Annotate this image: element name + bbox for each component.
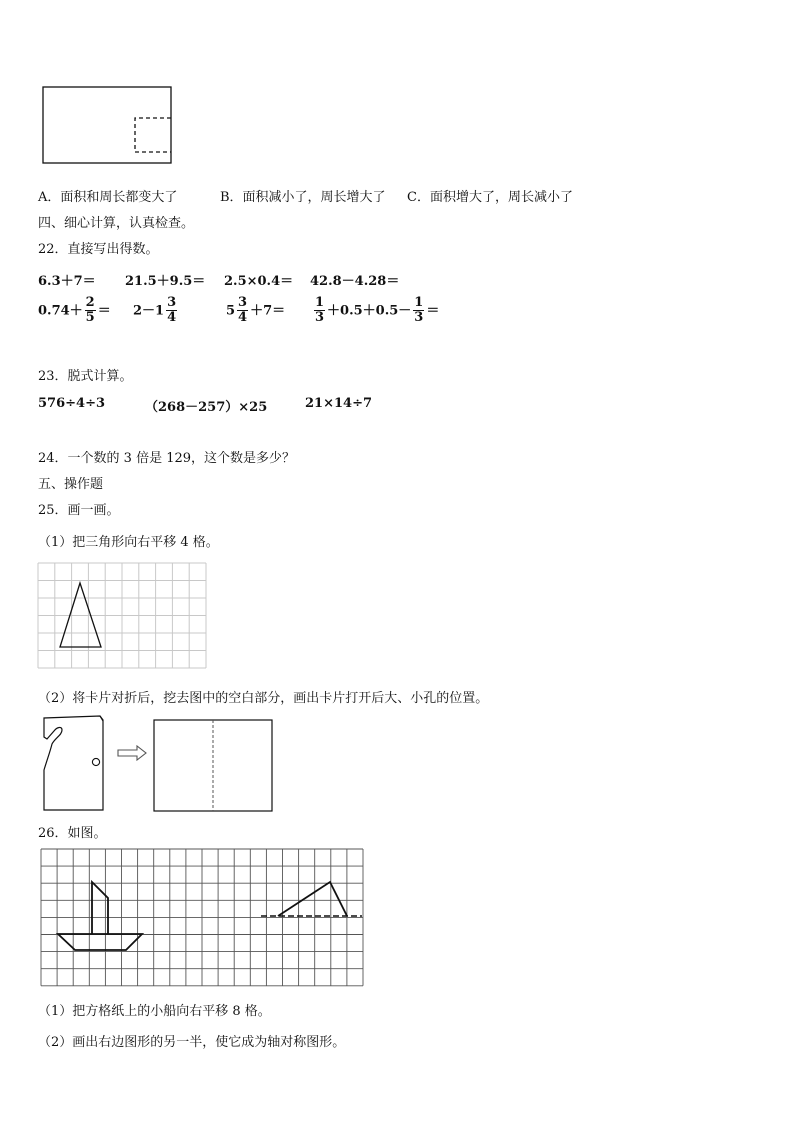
q23-item-3: 21×14÷7 (305, 396, 373, 411)
fraction: $\frac{2}{5}$ (85, 295, 95, 326)
calc-7: 5 $\frac{3}{4}$ ＋7＝ (226, 295, 286, 326)
boat-shape (58, 882, 142, 950)
fraction: $\frac{3}{4}$ (167, 295, 177, 326)
q26-part-1: （1）把方格纸上的小船向右平移 8 格。 (38, 1004, 271, 1019)
q23-title: 23．脱式计算。 (38, 369, 133, 384)
q25-part-1: （1）把三角形向右平移 4 格。 (38, 535, 219, 550)
half-shape (278, 882, 347, 916)
q24-text: 24．一个数的 3 倍是 129，这个数是多少？ (38, 451, 296, 466)
fraction: $\frac{3}{4}$ (238, 295, 248, 326)
calc-6: 2－1 $\frac{3}{4}$ (133, 295, 177, 326)
q23-item-2: （268－257）×25 (145, 400, 268, 415)
calc-2: 21.5＋9.5＝ (125, 274, 206, 289)
calc-4: 42.8－4.28＝ (310, 274, 400, 289)
calc-1: 6.3＋7＝ (38, 274, 96, 289)
q26-title: 26．如图。 (38, 826, 107, 841)
q26-part-2: （2）画出右边图形的另一半，使它成为轴对称图形。 (38, 1035, 346, 1050)
q22-title: 22．直接写出得数。 (38, 242, 159, 257)
option-c: C．面积增大了，周长减小了 (407, 190, 573, 205)
fraction: $\frac{1}{3}$ (414, 295, 424, 326)
option-a: A．面积和周长都变大了 (38, 190, 178, 205)
section-4-title: 四、细心计算，认真检查。 (38, 216, 195, 231)
q25-part-2: （2）将卡片对折后，挖去图中的空白部分，画出卡片打开后大、小孔的位置。 (38, 691, 489, 706)
section-5-title: 五、操作题 (38, 477, 104, 492)
calc-3: 2.5×0.4＝ (224, 274, 294, 289)
calc-5: 0.74＋ $\frac{2}{5}$ ＝ (38, 295, 111, 326)
fraction: $\frac{1}{3}$ (315, 295, 325, 326)
calc-8: $\frac{1}{3}$ ＋0.5＋0.5－ $\frac{1}{3}$ ＝ (315, 295, 440, 326)
q25-title: 25．画一画。 (38, 503, 120, 518)
q23-item-1: 576÷4÷3 (38, 396, 106, 411)
option-b: B．面积减小了，周长增大了 (220, 190, 386, 205)
